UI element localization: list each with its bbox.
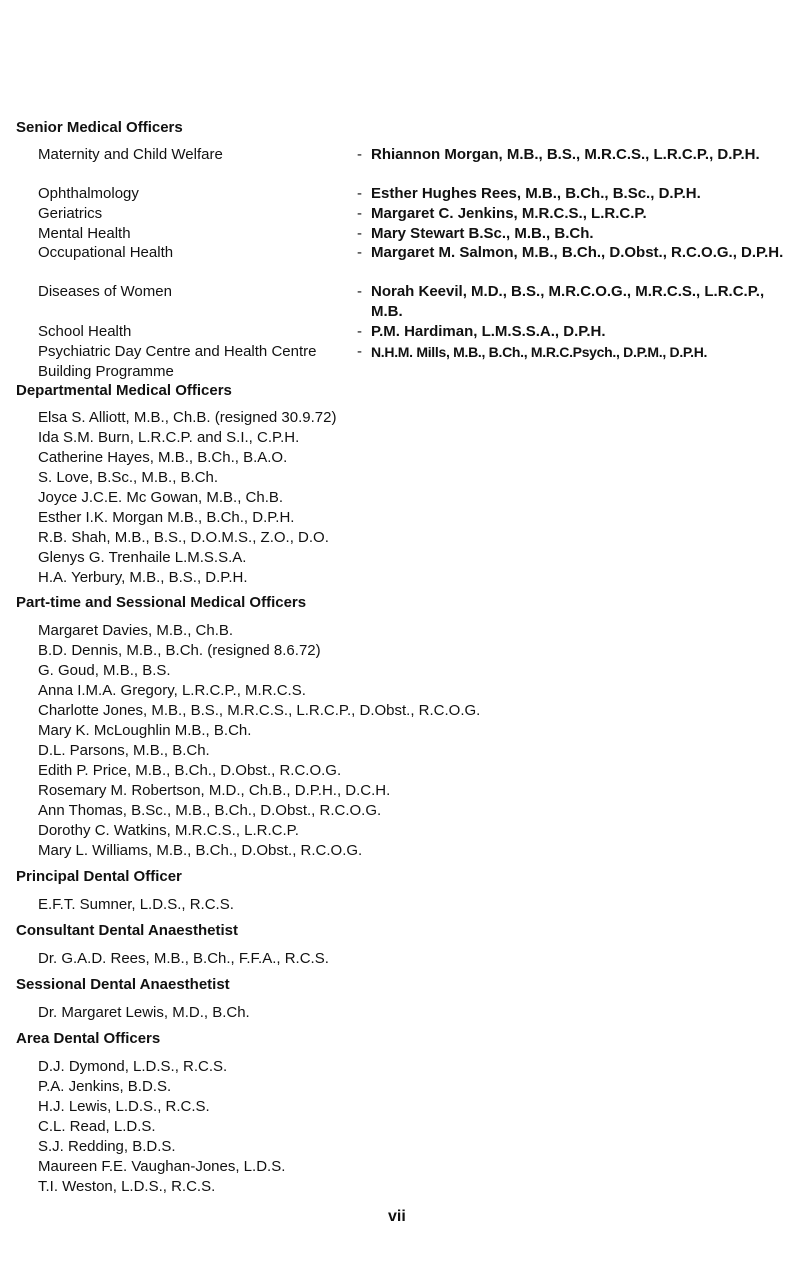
list-item: B.D. Dennis, M.B., B.Ch. (resigned 8.6.72) xyxy=(38,642,321,659)
dash: - xyxy=(357,343,362,360)
list-item: Mary L. Williams, M.B., B.Ch., D.Obst., R.C.O.G. xyxy=(38,842,363,859)
list-item: Elsa S. Alliott, M.B., Ch.B. (resigned 30.9.72) xyxy=(38,409,337,426)
list-item: Rosemary M. Robertson, M.D., Ch.B., D.P.H., D.C.H. xyxy=(38,782,391,799)
section-heading-departmental: Departmental Medical Officers xyxy=(16,382,232,399)
list-item: Dorothy C. Watkins, M.R.C.S., L.R.C.P. xyxy=(38,822,299,839)
section-heading-consultant-anaesthetist: Consultant Dental Anaesthetist xyxy=(16,922,238,939)
dash: - xyxy=(357,185,362,202)
officer-entry: Mary Stewart B.Sc., M.B., B.Ch. xyxy=(371,225,594,242)
dash: - xyxy=(357,146,362,163)
section-heading-sessional-anaesthetist: Sessional Dental Anaesthetist xyxy=(16,976,230,993)
list-item: Edith P. Price, M.B., B.Ch., D.Obst., R.C.O.G. xyxy=(38,762,342,779)
list-item: Dr. G.A.D. Rees, M.B., B.Ch., F.F.A., R.C.S. xyxy=(38,950,329,967)
list-item: H.J. Lewis, L.D.S., R.C.S. xyxy=(38,1098,210,1115)
category-mental-health: Mental Health xyxy=(38,225,131,242)
category-ophthalmology: Ophthalmology xyxy=(38,185,139,202)
list-item: Dr. Margaret Lewis, M.D., B.Ch. xyxy=(38,1004,250,1021)
list-item: H.A. Yerbury, M.B., B.S., D.P.H. xyxy=(38,569,248,586)
officer-entry: Margaret C. Jenkins, M.R.C.S., L.R.C.P. xyxy=(371,205,647,222)
category-geriatrics: Geriatrics xyxy=(38,205,103,222)
list-item: P.A. Jenkins, B.D.S. xyxy=(38,1078,172,1095)
list-item: R.B. Shah, M.B., B.S., D.O.M.S., Z.O., D.O. xyxy=(38,529,329,546)
category-maternity: Maternity and Child Welfare xyxy=(38,146,223,163)
list-item: Anna I.M.A. Gregory, L.R.C.P., M.R.C.S. xyxy=(38,682,306,699)
list-item: C.L. Read, L.D.S. xyxy=(38,1118,156,1135)
list-item: S.J. Redding, B.D.S. xyxy=(38,1138,176,1155)
list-item: S. Love, B.Sc., M.B., B.Ch. xyxy=(38,469,219,486)
list-item: D.L. Parsons, M.B., B.Ch. xyxy=(38,742,210,759)
list-item: Joyce J.C.E. Mc Gowan, M.B., Ch.B. xyxy=(38,489,284,506)
officer-entry: Norah Keevil, M.D., B.S., M.R.C.O.G., M.R.C.S., L.R.C.P., M.B. xyxy=(371,283,765,320)
category-school-health: School Health xyxy=(38,323,132,340)
page-number: vii xyxy=(388,1208,406,1225)
section-heading-part-time: Part-time and Sessional Medical Officers xyxy=(16,594,307,611)
dash: - xyxy=(357,205,362,222)
list-item: Ann Thomas, B.Sc., M.B., B.Ch., D.Obst., R.C.O.G. xyxy=(38,802,382,819)
list-item: Esther I.K. Morgan M.B., B.Ch., D.P.H. xyxy=(38,509,295,526)
list-item: Charlotte Jones, M.B., B.S., M.R.C.S., L.R.C.P., D.Obst., R.C.O.G. xyxy=(38,702,481,719)
section-heading-senior: Senior Medical Officers xyxy=(16,119,183,136)
list-item: Glenys G. Trenhaile L.M.S.S.A. xyxy=(38,549,247,566)
category-psychiatric-day-centre: Psychiatric Day Centre and Health Centre Building Programme xyxy=(38,343,317,380)
list-item: Catherine Hayes, M.B., B.Ch., B.A.O. xyxy=(38,449,288,466)
list-item: Margaret Davies, M.B., Ch.B. xyxy=(38,622,234,639)
list-item: E.F.T. Sumner, L.D.S., R.C.S. xyxy=(38,896,234,913)
officer-entry: Esther Hughes Rees, M.B., B.Ch., B.Sc., D.P.H. xyxy=(371,185,701,202)
dash: - xyxy=(357,323,362,340)
officer-entry: P.M. Hardiman, L.M.S.S.A., D.P.H. xyxy=(371,323,606,340)
officer-entry: Rhiannon Morgan, M.B., B.S., M.R.C.S., L.R.C.P., D.P.H. xyxy=(371,146,760,163)
list-item: Mary K. McLoughlin M.B., B.Ch. xyxy=(38,722,252,739)
dash: - xyxy=(357,244,362,261)
category-diseases-of-women: Diseases of Women xyxy=(38,283,172,300)
dash: - xyxy=(357,283,362,300)
officer-entry: Margaret M. Salmon, M.B., B.Ch., D.Obst., R.C.O.G., D.P.H. xyxy=(371,244,784,261)
officer-entry: N.H.M. Mills, M.B., B.Ch., M.R.C.Psych., D.P.M., D.P.H. xyxy=(371,344,708,360)
list-item: D.J. Dymond, L.D.S., R.C.S. xyxy=(38,1058,228,1075)
section-heading-principal-dental: Principal Dental Officer xyxy=(16,868,182,885)
list-item: G. Goud, M.B., B.S. xyxy=(38,662,171,679)
category-occupational-health: Occupational Health xyxy=(38,244,174,261)
list-item: T.I. Weston, L.D.S., R.C.S. xyxy=(38,1178,216,1195)
list-item: Maureen F.E. Vaughan-Jones, L.D.S. xyxy=(38,1158,286,1175)
list-item: Ida S.M. Burn, L.R.C.P. and S.I., C.P.H. xyxy=(38,429,300,446)
section-heading-area-dental: Area Dental Officers xyxy=(16,1030,161,1047)
dash: - xyxy=(357,225,362,242)
